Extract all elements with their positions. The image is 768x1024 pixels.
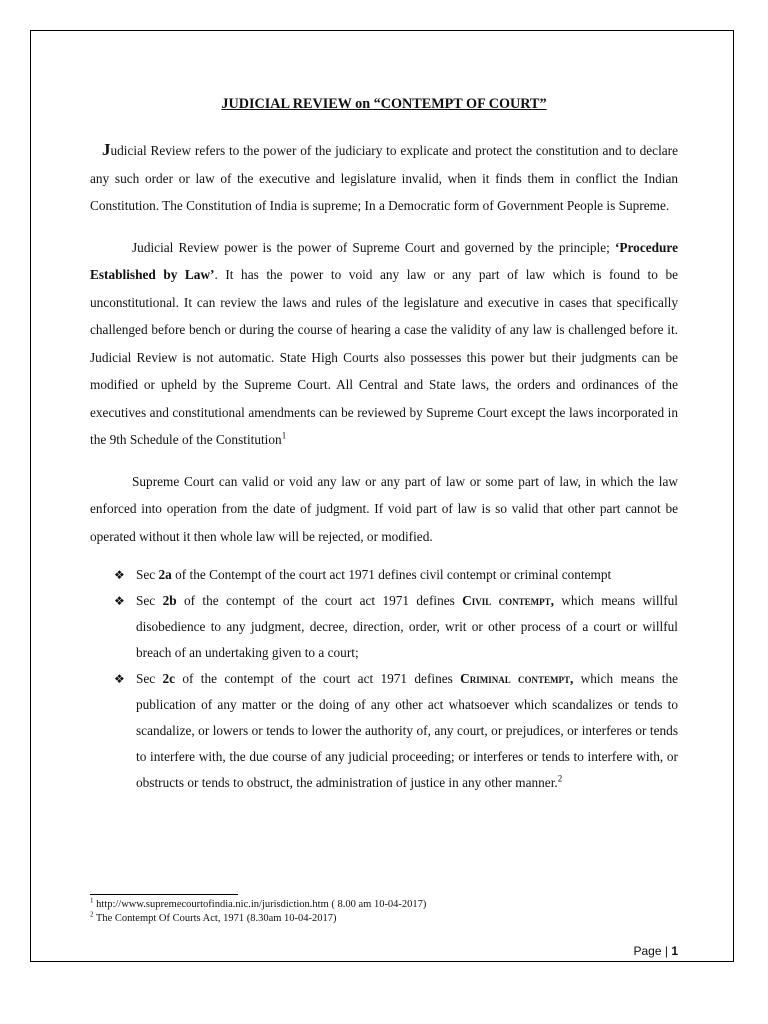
footnotes: [90, 898, 678, 926]
defined-term: Criminal contempt,: [460, 671, 574, 686]
defined-term: Civil contempt,: [462, 593, 554, 608]
section-number: 2c: [162, 671, 176, 686]
contempt-sections-list: [90, 562, 678, 796]
document-title: JUDICIAL REVIEW on “CONTEMPT OF COURT”: [221, 96, 547, 112]
list-item-sec-2c: [90, 666, 678, 796]
section-number: 2b: [162, 593, 177, 608]
page-label: Page |: [633, 944, 672, 958]
list-text: of the contempt of the court act 1971 defines: [175, 671, 461, 686]
drop-cap: J: [102, 140, 111, 159]
principle-bold: ‘Procedure Established by Law’: [90, 239, 678, 282]
footnote-2: [90, 912, 678, 926]
list-item-sec-2b: [90, 588, 678, 666]
paragraph-judicial-review-definition: [90, 136, 678, 220]
footnote-1: [90, 898, 678, 912]
diamond-bullet-icon: ❖: [114, 672, 125, 686]
paragraph-judicial-review-power: [90, 234, 678, 454]
paragraph-text: Judicial Review power is the power of Supreme Court and governed by the principle;: [132, 239, 615, 255]
footnote-ref: 1: [281, 430, 287, 441]
footnote-text: The Contempt Of Courts Act, 1971 (8.30am 10-04-2017): [93, 913, 337, 924]
footnote-divider: [90, 894, 238, 895]
list-text: which means willful disobedience to any judgment, decree, direction, order, writ or other process of a court or willful breach of an undertaking given to a court;: [136, 593, 678, 660]
page-number-value: 1: [671, 944, 678, 958]
diamond-bullet-icon: ❖: [114, 568, 125, 582]
paragraph-text: Supreme Court can valid or void any law or any part of law or some part of law, in which the law enforced into operation from the date of judgment. If void part of law is so valid that other part cannot be operated without it then whole law will be rejected, or modified.: [90, 473, 678, 544]
list-text: Sec: [136, 671, 163, 686]
list-text: Sec: [136, 567, 159, 582]
paragraph-supreme-court-void: [90, 468, 678, 551]
list-item-sec-2a: [90, 562, 678, 588]
list-text: of the contempt of the court act 1971 defines: [176, 593, 463, 608]
document-body: [90, 92, 678, 796]
list-text: of the Contempt of the court act 1971 defines civil contempt or criminal contempt: [171, 567, 612, 582]
footnote-text: http://www.supremecourtofindia.nic.in/jurisdiction.htm ( 8.00 am 10-04-2017): [93, 899, 427, 910]
footnote-number: 2: [90, 910, 94, 919]
page-number: [634, 944, 679, 958]
diamond-bullet-icon: ❖: [114, 594, 125, 608]
section-number: 2a: [158, 567, 172, 582]
paragraph-text: . It has the power to void any law or any part of law which is found to be unconstitutional. It can review the laws and rules of the legislature and executive in cases that specifically challenged before bench or during the course of hearing a case the validity of any law is challenged before it. Judicial Review is not automatic. State High Courts also possesses this power but their judgments can be modified or upheld by the Supreme Court. All Central and State laws, the orders and ordinances of the executives and constitutional amendments can be reviewed by Supreme Court except the laws incorporated in the 9th Schedule of the Constitution: [90, 267, 678, 447]
footnote-ref: 2: [557, 773, 563, 784]
footnote-number: 1: [90, 896, 94, 905]
list-text: which means the publication of any matter or the doing of any other act whatsoever which scandalizes or tends to scandalize, or lowers or tends to lower the authority of, any court, or prejudices, or interferes or tends to interfere with, the due course of any judicial proceeding; or interferes or tends to interfere with, or obstructs or tends to obstruct, the administration of justice in any other manner.: [136, 671, 678, 790]
paragraph-text: udicial Review refers to the power of the judiciary to explicate and protect the constitution and to declare any such order or law of the executive and legislature invalid, when it finds them in conflict the Indian Constitution. The Constitution of India is supreme; In a Democratic form of Government People is Supreme.: [90, 143, 678, 213]
list-text: Sec: [136, 593, 163, 608]
